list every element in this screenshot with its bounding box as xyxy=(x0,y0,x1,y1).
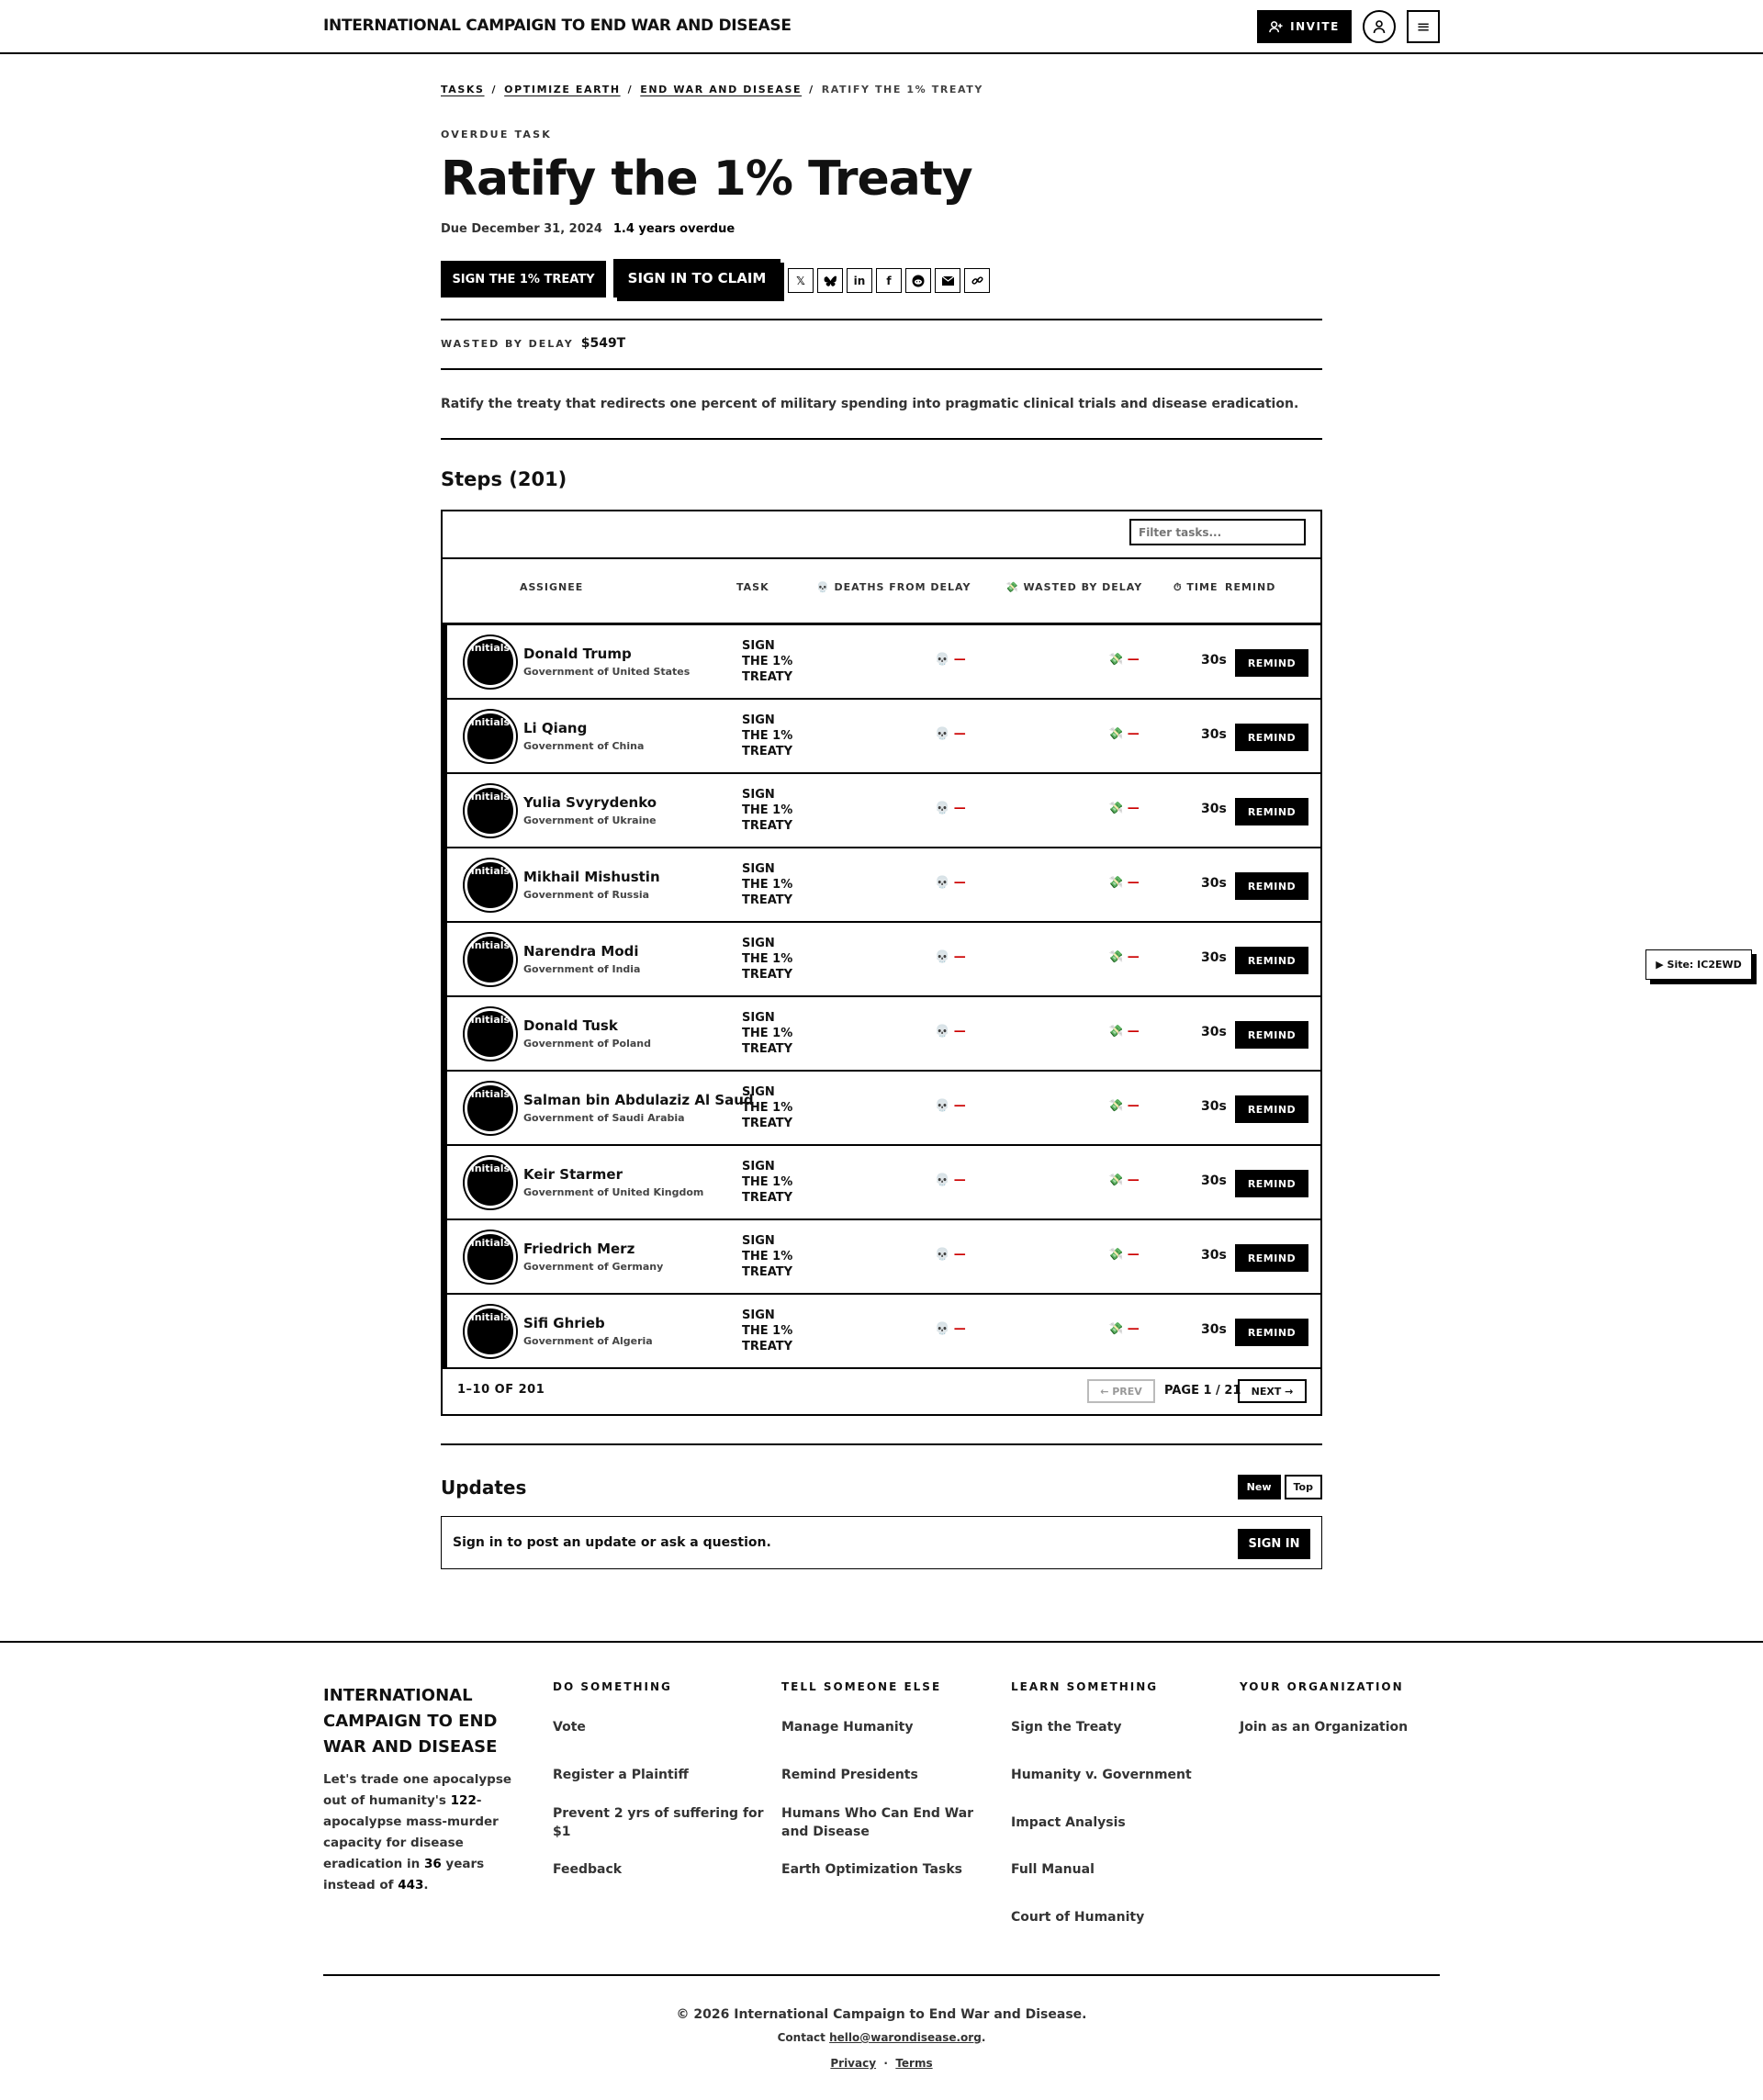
time-estimate: 30s xyxy=(1201,1025,1227,1039)
table-row[interactable] xyxy=(443,700,1320,774)
task-name[interactable]: SIGN THE 1% TREATY xyxy=(742,1085,793,1130)
assignee-name[interactable]: Keir Starmer xyxy=(523,1166,623,1183)
breadcrumb xyxy=(441,84,983,95)
sort-top-tab[interactable]: Top xyxy=(1285,1475,1322,1499)
breadcrumb-current: RATIFY THE 1% TREATY xyxy=(821,84,983,95)
table-row[interactable] xyxy=(443,1146,1320,1220)
linkedin-icon[interactable]: in xyxy=(847,268,872,293)
menu-button[interactable] xyxy=(1407,10,1440,43)
footer-link[interactable]: Humanity v. Government xyxy=(1011,1768,1192,1782)
table-row[interactable] xyxy=(443,1295,1320,1369)
site-footer xyxy=(0,1641,1763,2100)
footer-column-learn-something xyxy=(1011,1680,1227,1925)
assignee-org: Government of Germany xyxy=(523,1261,664,1273)
steps-heading: Steps (201) xyxy=(441,468,567,490)
tagline-text: -apocalypse mass-murder capacity for disease eradication in xyxy=(323,1793,499,1871)
remind-button[interactable]: REMIND xyxy=(1235,1095,1308,1123)
wasted-by-delay-cell: 💸 — xyxy=(1108,1099,1140,1113)
tagline-number: 443 xyxy=(398,1878,424,1892)
footer-link[interactable]: Sign the Treaty xyxy=(1011,1720,1122,1735)
avatar: initials xyxy=(465,711,516,762)
footer-link[interactable]: Court of Humanity xyxy=(1011,1910,1145,1925)
brand-logo-text[interactable]: INTERNATIONAL CAMPAIGN TO END WAR AND DISEASE xyxy=(323,17,792,35)
remind-button[interactable]: REMIND xyxy=(1235,1244,1308,1272)
footer-link[interactable]: Join as an Organization xyxy=(1240,1720,1409,1735)
tagline-number: 122 xyxy=(450,1793,477,1808)
deaths-from-delay: 💀 — xyxy=(935,1322,966,1336)
avatar: initials xyxy=(465,934,516,985)
avatar: initials xyxy=(465,636,516,688)
wasted-by-delay-cell: 💸 — xyxy=(1108,802,1140,815)
wasted-by-delay xyxy=(441,336,625,351)
assignee-org: Government of China xyxy=(523,740,645,752)
wasted-by-delay-cell: 💸 — xyxy=(1108,1322,1140,1336)
link-icon[interactable] xyxy=(964,268,990,293)
footer-link[interactable]: Remind Presidents xyxy=(781,1768,918,1782)
tagline-text: . xyxy=(423,1878,429,1892)
avatar: initials xyxy=(465,1083,516,1134)
avatar: initials xyxy=(465,859,516,911)
divider xyxy=(441,438,1322,440)
table-row[interactable] xyxy=(443,848,1320,923)
footer-column-do-something xyxy=(553,1680,769,1877)
footer-brand: INTERNATIONAL CAMPAIGN TO END WAR AND DISEASE xyxy=(323,1686,498,1757)
breadcrumb-tasks[interactable]: TASKS xyxy=(441,84,485,95)
task-name[interactable]: SIGN THE 1% TREATY xyxy=(742,1234,793,1279)
time-estimate: 30s xyxy=(1201,653,1227,668)
wasted-by-delay-cell: 💸 — xyxy=(1108,1174,1140,1187)
footer-column-heading: LEARN SOMETHING xyxy=(1011,1680,1159,1693)
remind-button[interactable]: REMIND xyxy=(1235,872,1308,900)
time-estimate: 30s xyxy=(1201,1322,1227,1337)
breadcrumb-separator: / xyxy=(809,84,814,95)
x-icon[interactable]: 𝕏 xyxy=(788,268,814,293)
steps-table xyxy=(441,510,1322,1416)
sign-in-button[interactable]: SIGN IN xyxy=(1238,1529,1310,1559)
column-header-deaths[interactable]: 💀 DEATHS FROM DELAY xyxy=(816,581,971,593)
invite-button[interactable] xyxy=(1257,10,1352,43)
remind-button[interactable]: REMIND xyxy=(1235,1021,1308,1049)
terms-link[interactable]: Terms xyxy=(895,2057,933,2070)
table-row[interactable] xyxy=(443,997,1320,1072)
share-buttons xyxy=(788,268,990,293)
table-row[interactable] xyxy=(443,625,1320,700)
table-row[interactable] xyxy=(443,774,1320,848)
footer-link[interactable]: Earth Optimization Tasks xyxy=(781,1862,962,1877)
table-row[interactable] xyxy=(443,1072,1320,1146)
task-name[interactable]: SIGN THE 1% TREATY xyxy=(742,639,793,684)
wasted-by-delay-cell: 💸 — xyxy=(1108,653,1140,667)
overdue-duration: 1.4 years overdue xyxy=(612,222,736,236)
tagline-text: years instead of xyxy=(323,1857,485,1892)
add-user-icon xyxy=(1269,20,1283,34)
updates-heading: Updates xyxy=(441,1477,527,1499)
table-pagination xyxy=(443,1366,1320,1414)
footer-column-heading: DO SOMETHING xyxy=(553,1680,672,1693)
remind-button[interactable]: REMIND xyxy=(1235,724,1308,751)
legal-separator: · xyxy=(883,2057,888,2070)
column-header-wasted[interactable]: 💸 WASTED BY DELAY xyxy=(1005,581,1143,593)
due-info xyxy=(441,222,735,236)
assignee-org: Government of India xyxy=(523,963,641,975)
site-badge[interactable]: ▶ Site: IC2EWD xyxy=(1645,949,1752,980)
time-estimate: 30s xyxy=(1201,876,1227,891)
column-header-task[interactable]: TASK xyxy=(736,581,769,593)
assignee-org: Government of Algeria xyxy=(523,1335,653,1347)
column-header-assignee[interactable]: ASSIGNEE xyxy=(520,581,584,593)
filter-tasks-input[interactable] xyxy=(1129,519,1306,545)
breadcrumb-end-war-and-disease[interactable]: END WAR AND DISEASE xyxy=(640,84,803,95)
wasted-by-delay-cell: 💸 — xyxy=(1108,950,1140,964)
assignee-org: Government of United States xyxy=(523,666,691,678)
wasted-value: $549T xyxy=(580,336,626,351)
table-row[interactable] xyxy=(443,1220,1320,1295)
contact-email-link[interactable]: hello@warondisease.org xyxy=(829,2031,982,2044)
assignee-org: Government of Saudi Arabia xyxy=(523,1112,685,1124)
remind-button[interactable]: REMIND xyxy=(1235,1319,1308,1346)
page-title: Ratify the 1% Treaty xyxy=(441,152,972,207)
task-name[interactable]: SIGN THE 1% TREATY xyxy=(742,788,793,833)
remind-button[interactable]: REMIND xyxy=(1235,649,1308,677)
contact-label: Contact xyxy=(777,2031,830,2044)
divider xyxy=(441,319,1322,320)
wasted-by-delay-cell: 💸 — xyxy=(1108,727,1140,741)
task-name[interactable]: SIGN THE 1% TREATY xyxy=(742,1011,793,1056)
footer-tagline xyxy=(323,1769,516,1896)
footer-link[interactable]: Feedback xyxy=(553,1862,623,1877)
task-name[interactable]: SIGN THE 1% TREATY xyxy=(742,862,793,907)
pagination-range: 1–10 OF 201 xyxy=(457,1383,545,1397)
bluesky-icon[interactable] xyxy=(817,268,843,293)
assignee-name[interactable]: Yulia Svyrydenko xyxy=(523,794,657,811)
prev-page-button[interactable]: ← PREV xyxy=(1087,1379,1155,1403)
deaths-from-delay: 💀 — xyxy=(935,653,966,667)
assignee-org: Government of Russia xyxy=(523,889,650,901)
remind-button[interactable]: REMIND xyxy=(1235,947,1308,974)
assignee-name[interactable]: Donald Trump xyxy=(523,646,632,662)
wasted-by-delay-cell: 💸 — xyxy=(1108,1025,1140,1039)
divider xyxy=(441,1443,1322,1445)
footer-link[interactable]: Impact Analysis xyxy=(1011,1815,1126,1830)
next-page-button[interactable]: NEXT → xyxy=(1238,1379,1307,1403)
deaths-from-delay: 💀 — xyxy=(935,1248,966,1262)
footer-divider xyxy=(323,1974,1440,1976)
assignee-name[interactable]: Mikhail Mishustin xyxy=(523,869,660,885)
hamburger-icon: ≡ xyxy=(1416,17,1431,37)
time-estimate: 30s xyxy=(1201,727,1227,742)
tagline-text: Let's trade one apocalypse out of humanity's xyxy=(323,1772,512,1808)
privacy-link[interactable]: Privacy xyxy=(830,2057,877,2070)
email-icon[interactable] xyxy=(935,268,960,293)
time-estimate: 30s xyxy=(1201,1174,1227,1188)
deaths-from-delay: 💀 — xyxy=(935,1174,966,1187)
assignee-org: Government of Poland xyxy=(523,1038,652,1050)
deaths-from-delay: 💀 — xyxy=(935,1099,966,1113)
account-button[interactable] xyxy=(1363,10,1396,43)
footer-link[interactable]: Prevent 2 yrs of suffering for $1 xyxy=(553,1806,764,1839)
column-header-time[interactable]: ⏱ TIME xyxy=(1173,581,1218,593)
task-actions xyxy=(441,261,1084,305)
assignee-name[interactable]: Salman bin Abdulaziz Al Saud xyxy=(523,1092,754,1108)
sign-treaty-button[interactable]: SIGN THE 1% TREATY xyxy=(441,261,606,298)
sort-new-tab[interactable]: New xyxy=(1238,1475,1281,1499)
footer-column-heading: YOUR ORGANIZATION xyxy=(1240,1680,1404,1693)
reddit-icon[interactable] xyxy=(905,268,931,293)
wasted-by-delay-cell: 💸 — xyxy=(1108,1248,1140,1262)
user-icon xyxy=(1372,19,1387,34)
table-row[interactable] xyxy=(443,923,1320,997)
invite-label: INVITE xyxy=(1290,20,1340,33)
divider xyxy=(441,368,1322,370)
legal-links xyxy=(0,2057,1763,2070)
assignee-name[interactable]: Friedrich Merz xyxy=(523,1241,635,1257)
breadcrumb-separator: / xyxy=(491,84,498,95)
deaths-from-delay: 💀 — xyxy=(935,876,966,890)
contact-end: . xyxy=(981,2031,986,2044)
assignee-name[interactable]: Sifi Ghrieb xyxy=(523,1315,605,1331)
footer-column-tell-someone xyxy=(781,1680,997,1877)
sign-in-to-claim-button[interactable]: SIGN IN TO CLAIM xyxy=(613,259,780,298)
page-indicator: PAGE 1 / 21 xyxy=(1164,1384,1241,1398)
footer-column-heading: TELL SOMEONE ELSE xyxy=(781,1680,942,1693)
time-estimate: 30s xyxy=(1201,1248,1227,1263)
breadcrumb-optimize-earth[interactable]: OPTIMIZE EARTH xyxy=(504,84,621,95)
tagline-number: 36 xyxy=(423,1857,442,1871)
deaths-from-delay: 💀 — xyxy=(935,727,966,741)
avatar: initials xyxy=(465,1231,516,1283)
facebook-icon[interactable]: f xyxy=(876,268,902,293)
remind-button[interactable]: REMIND xyxy=(1235,798,1308,825)
time-estimate: 30s xyxy=(1201,950,1227,965)
deaths-from-delay: 💀 — xyxy=(935,1025,966,1039)
assignee-org: Government of United Kingdom xyxy=(523,1186,704,1198)
avatar: initials xyxy=(465,1306,516,1357)
assignee-name[interactable]: Donald Tusk xyxy=(523,1017,618,1034)
assignee-org: Government of Ukraine xyxy=(523,814,657,826)
task-name[interactable]: SIGN THE 1% TREATY xyxy=(742,713,793,758)
updates-sort xyxy=(1238,1475,1322,1499)
due-date: Due December 31, 2024 xyxy=(441,222,602,236)
deaths-from-delay: 💀 — xyxy=(935,950,966,964)
contact-line xyxy=(0,2031,1763,2044)
footer-link[interactable]: Register a Plaintiff xyxy=(553,1768,689,1782)
task-status-kicker: OVERDUE TASK xyxy=(441,129,552,140)
avatar: initials xyxy=(465,785,516,837)
footer-link[interactable]: Humans Who Can End War and Disease xyxy=(781,1806,974,1839)
footer-link[interactable]: Manage Humanity xyxy=(781,1720,914,1735)
task-name[interactable]: SIGN THE 1% TREATY xyxy=(742,937,793,982)
copyright: © 2026 International Campaign to End War and Disease. xyxy=(676,2007,1087,2022)
deaths-from-delay: 💀 — xyxy=(935,802,966,815)
footer-column-your-organization xyxy=(1240,1680,1455,1735)
wasted-by-delay-cell: 💸 — xyxy=(1108,876,1140,890)
task-name[interactable]: SIGN THE 1% TREATY xyxy=(742,1308,793,1353)
avatar: initials xyxy=(465,1157,516,1208)
task-name[interactable]: SIGN THE 1% TREATY xyxy=(742,1160,793,1205)
column-header-remind: REMIND xyxy=(1225,581,1276,593)
post-update-box xyxy=(441,1516,1322,1569)
footer-link[interactable]: Vote xyxy=(553,1720,586,1735)
sign-in-prompt: Sign in to post an update or ask a question. xyxy=(453,1535,771,1550)
time-estimate: 30s xyxy=(1201,1099,1227,1114)
avatar: initials xyxy=(465,1008,516,1060)
wasted-label: WASTED BY DELAY xyxy=(441,337,574,350)
assignee-name[interactable]: Li Qiang xyxy=(523,720,588,736)
footer-link[interactable]: Full Manual xyxy=(1011,1862,1095,1877)
table-divider xyxy=(443,557,1320,559)
time-estimate: 30s xyxy=(1201,802,1227,816)
task-description: Ratify the treaty that redirects one percent of military spending into pragmatic clinical trials and disease eradication. xyxy=(441,397,1299,411)
site-header xyxy=(0,0,1763,54)
remind-button[interactable]: REMIND xyxy=(1235,1170,1308,1197)
assignee-name[interactable]: Narendra Modi xyxy=(523,943,639,960)
breadcrumb-separator: / xyxy=(627,84,634,95)
